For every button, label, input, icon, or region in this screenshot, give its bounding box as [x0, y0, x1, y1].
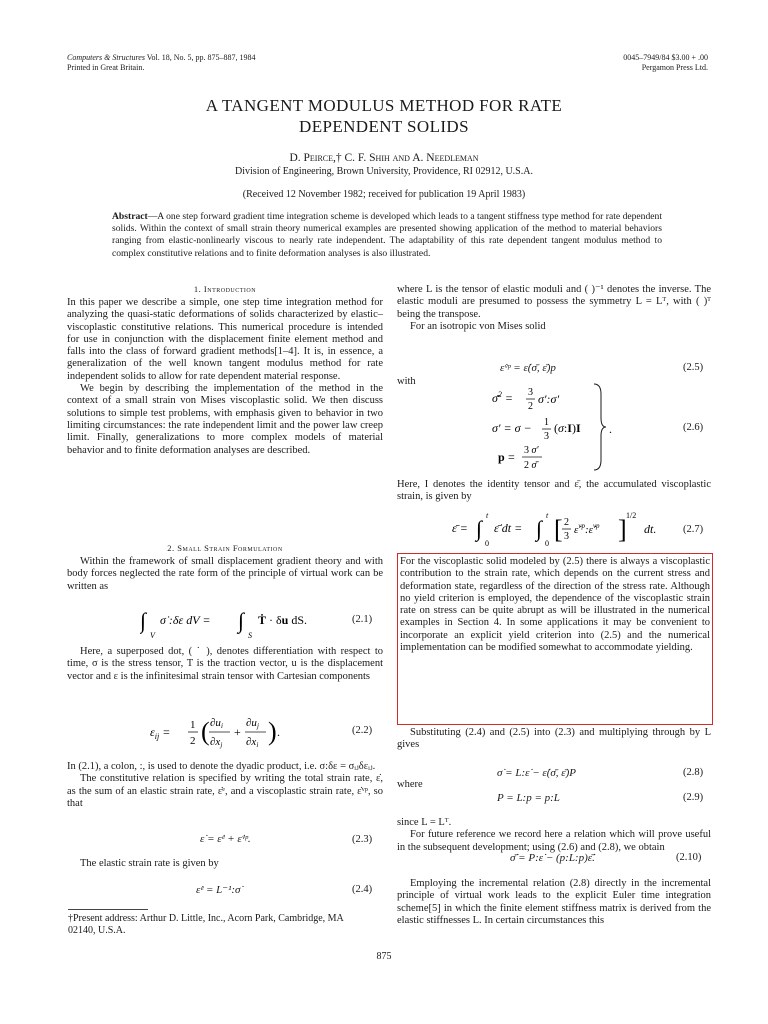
equation-2-4: ε̇ᵉ = L⁻¹:σ̇	[196, 884, 241, 896]
intro-paragraph-1: In this paper we describe a simple, one step time integration method for analyzing the quasi-static deformations of solids characterized by elastic–viscoplastic constitutive relations. This numerical procedure is intended for use in conjunction with the displacement finite element method and falls into the class of forward gradient methods[1–4]. It is, in essence, a generalization of the well known tangent modulus method for rate independent solids to allow for rate dependent material response.	[67, 297, 383, 382]
abstract	[112, 211, 662, 260]
equation-2-9: P = L:p = p:L	[497, 792, 560, 804]
svg-text:∂ui: ∂ui	[210, 717, 223, 730]
equation-2-6	[478, 382, 658, 474]
paper-title	[0, 95, 768, 137]
sec2-paragraph-4: The constitutive relation is specified by writing the total strain rate, ε̇, as the sum of an elastic strain rate, ε̇ᵉ, and a viscoplastic strain rate, ε̇ᵛᵖ, so that	[67, 773, 383, 809]
abstract-label: Abstract	[112, 211, 148, 222]
highlighted-text: For the viscoplastic solid modeled by (2.5) there is always a viscoplastic contribution to the strain rate, which depends on the current stress and deformation state, regardless of the direction of the stress rate. Although no yield criterion is employed, the dependence of the viscoplastic strain rate on stress can be quite abrupt as will be illustrated in the numerical examples in Section 4. In some applications it may be convenient to incorporate an explicit yield criterion into (2.5) and the numerical implementation can be modified somewhat to accommodate yielding.	[400, 556, 710, 654]
authors: D. Peirce,† C. F. Shih and A. Needleman	[289, 152, 479, 164]
eq-2-7-number: (2.7)	[683, 524, 704, 535]
intro-paragraph-2: We begin by describing the implementation of the method in the context of a small strain von Mises viscoplastic solid. We then discuss solutions to simple test problems, with emphasis given to behavior in two limiting circumstances: the rate independent limit and the power law creep limit. Finally, generalizations to more complex models of material behavior and to finite deformation analyses are described.	[67, 383, 383, 456]
equation-2-8: σ̇ = L:ε̇ − ε̇(σ̄, ε̄)P	[497, 767, 577, 779]
right-paragraph-4	[397, 727, 711, 752]
right-p3: Here, I denotes the identity tensor and ε̄, the accumulated viscoplastic strain, is given by	[397, 479, 711, 503]
publisher: Pergamon Press Ltd.	[641, 63, 708, 72]
svg-text:+: +	[234, 725, 241, 739]
title-line-2: DEPENDENT SOLIDS	[299, 117, 469, 136]
svg-text:): )	[268, 717, 277, 746]
svg-text:.: .	[609, 422, 612, 436]
citation: Vol. 18, No. 5, pp. 875–887, 1984	[144, 53, 256, 62]
right-p4: Substituting (2.4) and (2.5) into (2.3) and multiplying through by L gives	[397, 727, 711, 751]
svg-text:σ′:σ′: σ′:σ′	[538, 392, 560, 406]
title-line-1: A TANGENT MODULUS METHOD FOR RATE	[205, 96, 563, 115]
right-paragraph-3	[397, 479, 711, 504]
svg-text:dt.: dt.	[644, 522, 657, 536]
svg-text:ε̄ =: ε̄ =	[452, 521, 468, 535]
svg-text:1: 1	[190, 719, 196, 731]
page-number: 875	[376, 951, 392, 962]
eq-2-3-number: (2.3)	[352, 834, 373, 845]
svg-text:σ′ = σ −: σ′ = σ −	[492, 421, 532, 435]
right-paragraph-5	[397, 817, 711, 854]
equation-2-3: ε̇ = ε̇ᵉ + ε̇ᵛᵖ.	[200, 833, 251, 845]
highlighted-paragraph	[400, 556, 710, 654]
eq-2-1-number: (2.1)	[352, 614, 373, 625]
svg-text:∫: ∫	[536, 516, 543, 541]
svg-text:2: 2	[190, 735, 196, 747]
section-2-heading: 2. Small Strain Formulation	[167, 543, 283, 553]
svg-text:2: 2	[564, 517, 569, 528]
svg-text:t: t	[546, 511, 549, 520]
svg-text:2: 2	[528, 401, 533, 412]
integral-sign: ∫	[140, 608, 147, 633]
svg-text:Ṫ · δu dS.: Ṫ · δu dS.	[258, 613, 308, 627]
section-2-paragraph-5	[67, 858, 383, 870]
eq-2-6-number: (2.6)	[683, 422, 704, 433]
svg-text:(σ:I)I: (σ:I)I	[554, 421, 581, 435]
where-word: where	[397, 779, 423, 790]
svg-text:(: (	[201, 717, 210, 746]
svg-text:S: S	[248, 631, 252, 640]
svg-text:3: 3	[528, 387, 533, 398]
svg-text:∂uj: ∂uj	[246, 717, 259, 730]
eq-2-5-number: (2.5)	[683, 362, 704, 373]
svg-text:0: 0	[485, 539, 489, 548]
svg-text:1: 1	[544, 417, 549, 428]
eq-2-4-number: (2.4)	[352, 884, 373, 895]
sec2-paragraph-5: The elastic strain rate is given by	[80, 858, 219, 869]
sec2-paragraph-2: Here, a superposed dot, ( ˙ ), denotes differentiation with respect to time, σ is the stress tensor, T is the traction vector, u is the displacement vector and ε is the infinitesimal strain tensor with Cartesian components	[67, 646, 383, 682]
svg-text:t: t	[486, 511, 489, 520]
eq-2-2-number: (2.2)	[352, 725, 373, 736]
svg-text:0: 0	[545, 539, 549, 548]
sec2-paragraph-3: In (2.1), a colon, :, is used to denote the dyadic product, i.e. σ:δε = σᵢⱼδεᵢⱼ.	[67, 761, 376, 772]
section-2-paragraph-3	[67, 761, 383, 810]
journal-citation	[67, 53, 256, 73]
affiliation: Division of Engineering, Brown University, Providence, RI 02912, U.S.A.	[235, 166, 533, 177]
section-2-paragraph-2	[67, 646, 383, 683]
footnote-rule	[68, 909, 148, 910]
right-p6: Employing the incremental relation (2.8) directly in the incremental principle of virtual work leads to the explicit Euler time integration scheme[5] in which the finite element stiffness matrix is derived from the elastic stiffnesses L. In certain circumstances this	[397, 878, 711, 926]
equation-2-7	[452, 506, 682, 552]
svg-text:[: [	[554, 515, 563, 544]
right-p2: For an isotropic von Mises solid	[410, 320, 546, 332]
footnote: †Present address: Arthur D. Little, Inc., Acorn Park, Cambridge, MA 02140, U.S.A.	[68, 913, 344, 936]
right-p1: where L is the tensor of elastic moduli and ( )⁻¹ denotes the inverse. The elastic moduli are presumed to possess the symmetry L = Lᵀ, with ( )ᵀ being the transpose.	[397, 284, 711, 320]
svg-text:∫: ∫	[238, 608, 245, 633]
eq-2-10-number: (2.10)	[676, 852, 702, 863]
svg-text:∂xi: ∂xi	[246, 736, 259, 749]
right-p5: For future reference we record here a relation which will prove useful in the subsequent development; using (2.6) and (2.8), we obtain	[397, 829, 711, 853]
equation-2-10: σ̄̇ = P:ε̇ − (p:L:p)ε̄̇.	[510, 852, 595, 864]
intro-text	[67, 297, 383, 457]
eq-2-9-number: (2.9)	[683, 792, 704, 803]
svg-text:σ̄2 =: σ̄$^2$ =	[492, 390, 514, 405]
svg-text:2 σ̄: 2 σ̄	[524, 460, 537, 471]
svg-text:3: 3	[544, 431, 549, 442]
eq-2-8-number: (2.8)	[683, 767, 704, 778]
svg-text:ε̄̇ dt =: ε̄̇ dt =	[494, 521, 523, 535]
svg-text:1/2: 1/2	[626, 511, 637, 520]
svg-text:V: V	[150, 631, 155, 640]
svg-text:ε̇vp:ε̇vp: ε̇$^{vp}$:ε̇$^{vp}$	[574, 522, 600, 536]
journal-name: Computers & Structures	[67, 53, 145, 62]
publisher-info	[623, 53, 708, 73]
right-paragraph-6	[397, 878, 711, 927]
right-paragraph-1	[397, 284, 711, 333]
since-line: since L = Lᵀ.	[397, 817, 452, 828]
svg-text:.: .	[277, 725, 280, 739]
received-dates: (Received 12 November 1982; received for publication 19 April 1983)	[242, 189, 526, 200]
svg-text:∫: ∫	[476, 516, 483, 541]
section-2-paragraph-1	[67, 556, 383, 593]
svg-text:∂xj: ∂xj	[210, 736, 223, 749]
equation-2-5: ε̇ᵛᵖ = ε̇(σ̄, ε̄)p	[500, 362, 556, 374]
issn-price: 0045–7949/84 $3.00 + .00	[623, 53, 708, 62]
svg-text:3 σ′: 3 σ′	[524, 445, 539, 456]
svg-text:σ̇ :δε dV =: σ̇ :δε dV =	[160, 613, 211, 627]
svg-text:3: 3	[564, 531, 569, 542]
section-1-heading: 1. Introduction	[193, 284, 257, 294]
with-word: with	[397, 376, 416, 387]
abstract-text: —A one step forward gradient time integration scheme is developed which leads to a tangent stiffness type method for rate dependent solids. Within the context of small strain theory numerical examples are presented showing application of the method to material behaviors ranging from elastic-nonlinearly viscous to nearly rate independent. The adaptability of this rate dependent tangent modulus method to complex constitutive relations and to finite deformation analyses is also illustrated.	[112, 211, 662, 259]
svg-text:εij =: $\varepsilon_{ij}$ =	[150, 725, 171, 741]
svg-text:]: ]	[618, 515, 627, 544]
svg-text:p: p	[498, 450, 505, 464]
equation-2-2	[150, 712, 310, 754]
svg-text:=: =	[508, 450, 515, 464]
printed-in: Printed in Great Britain.	[67, 63, 145, 72]
sec2-paragraph-1: Within the framework of small displacement gradient theory and with body forces neglected the rate form of the principle of virtual work can be written as	[67, 556, 383, 592]
